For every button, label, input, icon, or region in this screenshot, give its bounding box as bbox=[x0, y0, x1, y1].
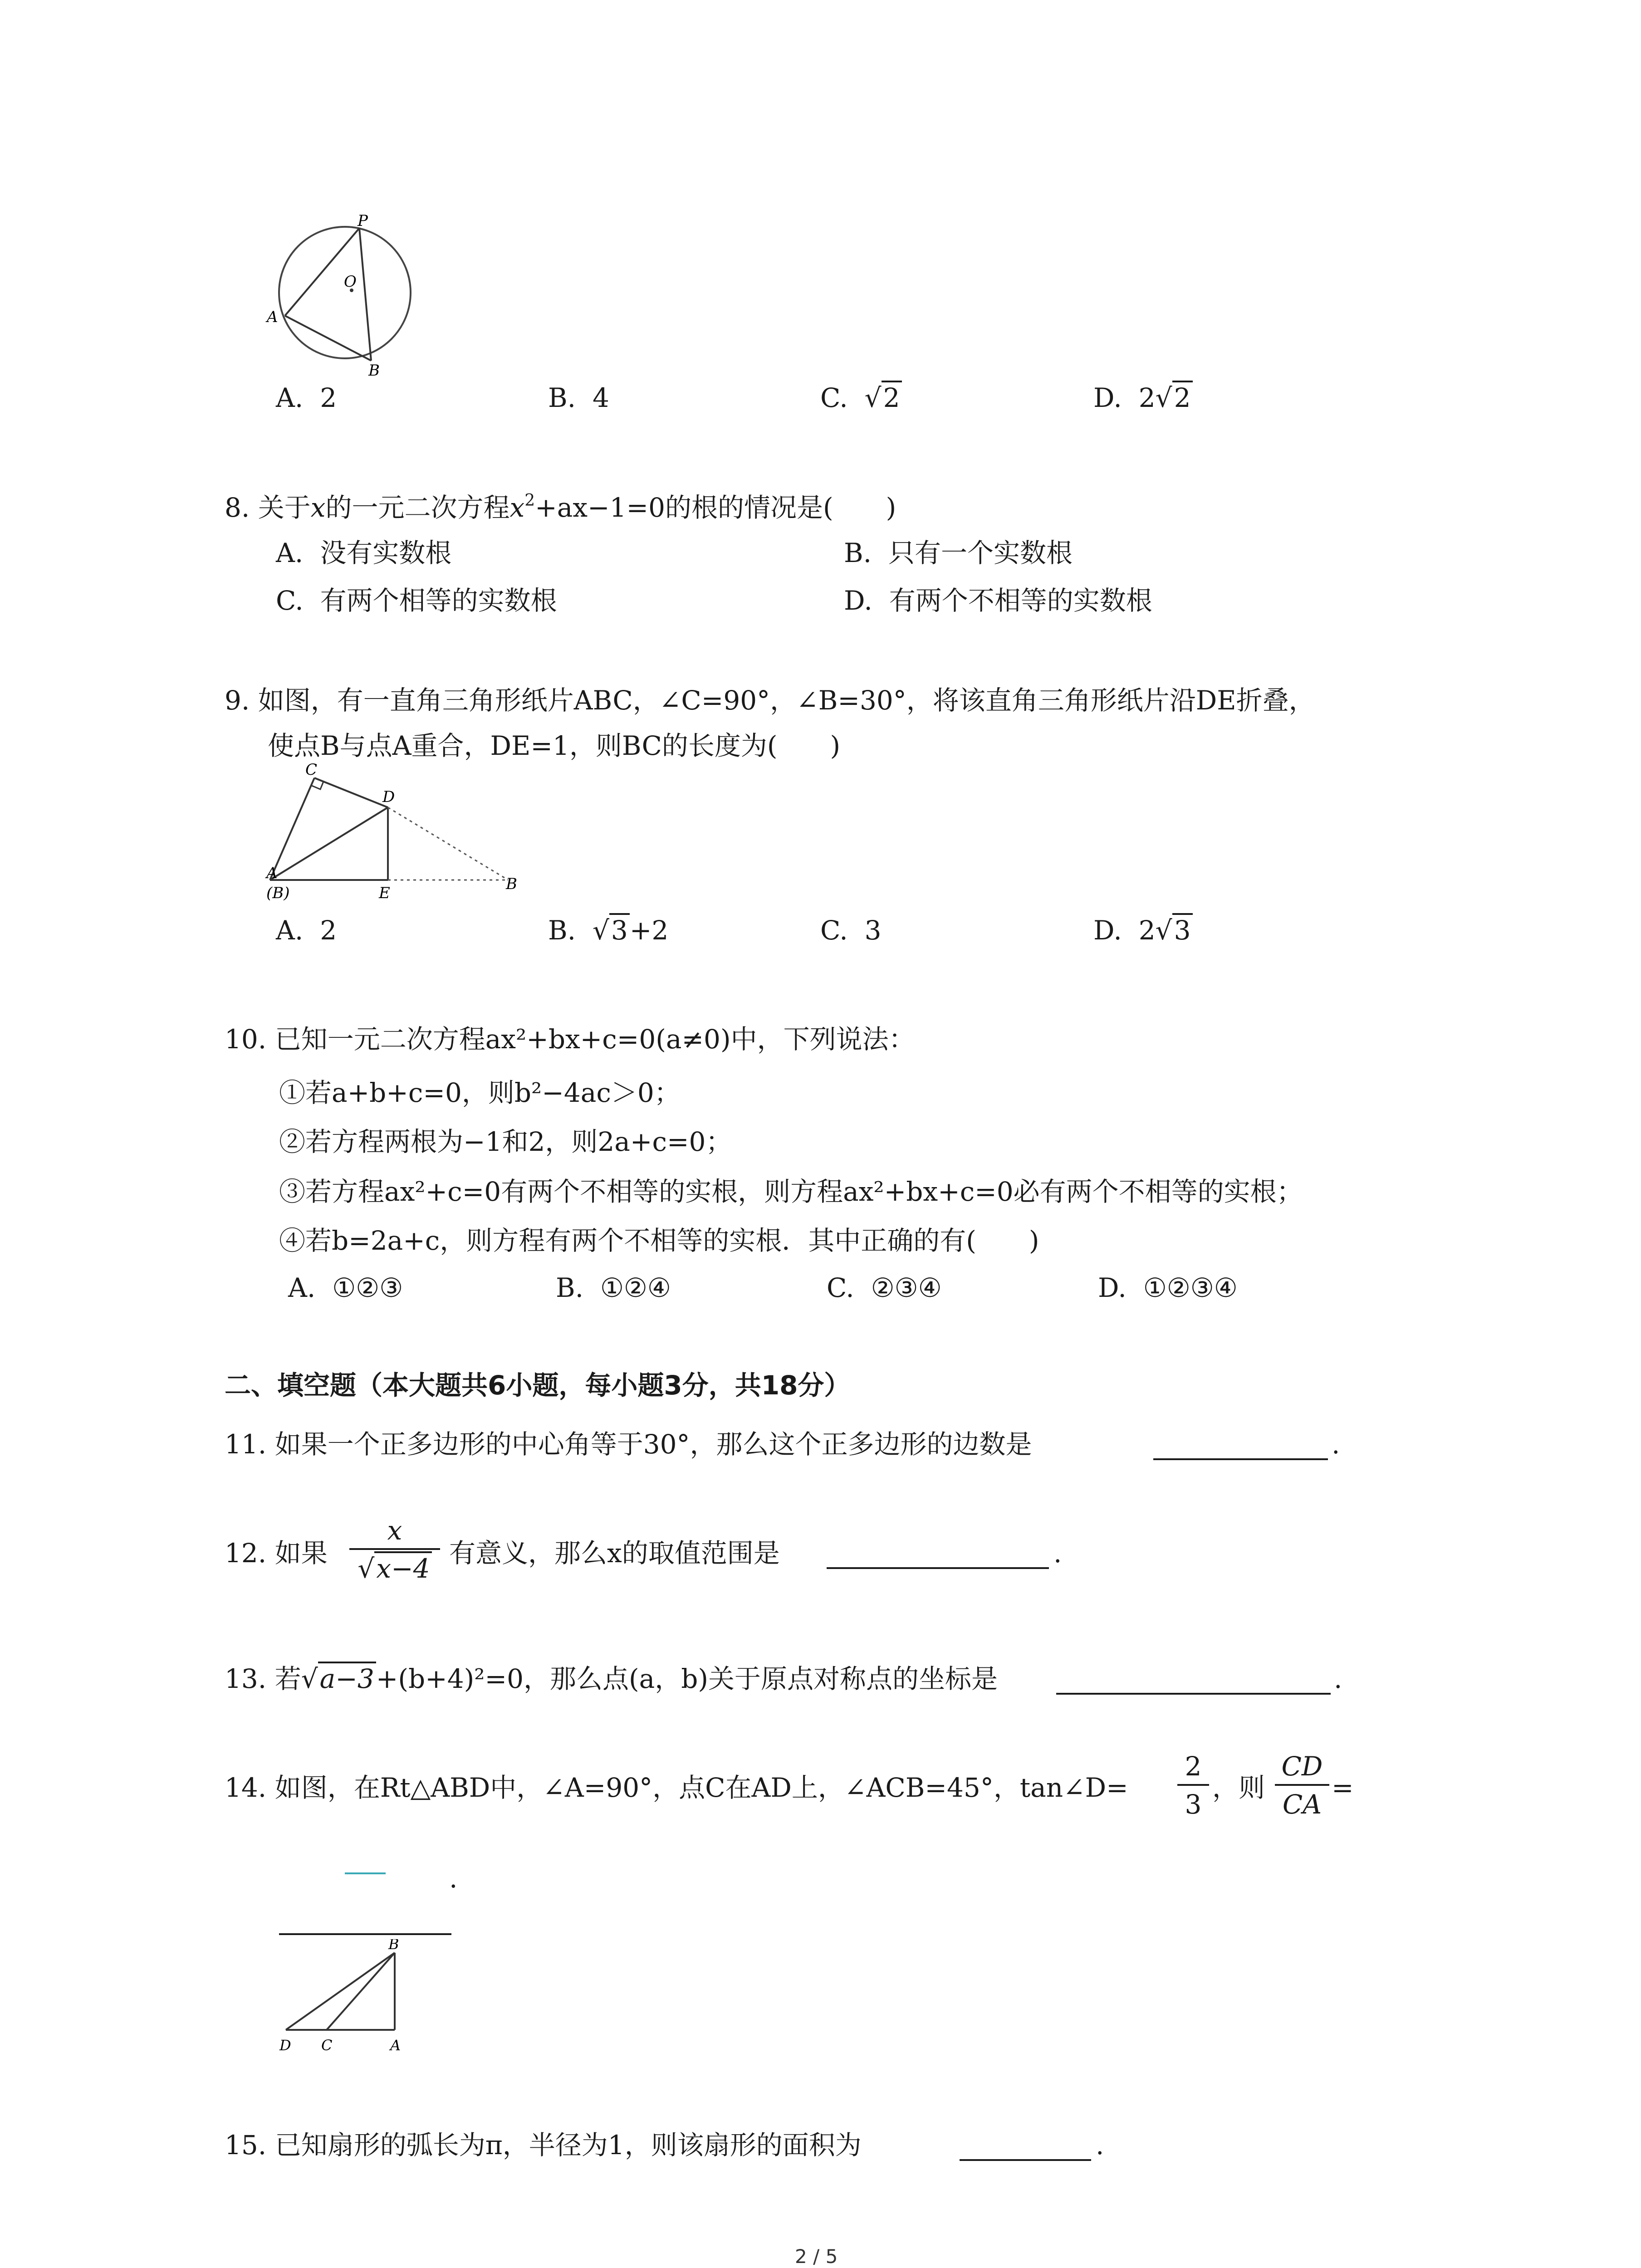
q15-stem: 15. 已知扇形的弧长为π，半径为1，则该扇形的面积为 bbox=[225, 2130, 862, 2160]
q14-label-b: B bbox=[388, 1939, 399, 1953]
q7-label-b: B bbox=[368, 362, 380, 376]
q7-option-c-letter: C. bbox=[820, 382, 848, 413]
q9-label-e: E bbox=[379, 884, 390, 902]
q9-triangle-figure bbox=[256, 762, 529, 907]
q8-option-b: B. 只有一个实数根 bbox=[844, 538, 1073, 568]
q11-end: . bbox=[1332, 1429, 1340, 1460]
q10-option-a: A. ①②③ bbox=[288, 1272, 403, 1303]
q10-statement-1: ①若a+b+c=0，则b²−4ac＞0； bbox=[279, 1077, 681, 1108]
q7-circle-figure bbox=[254, 213, 426, 376]
q9-stem-line2: 使点B与点A重合，DE=1，则BC的长度为( ) bbox=[268, 730, 841, 761]
q10-option-d: D. ①②③④ bbox=[1098, 1272, 1238, 1303]
q7-label-o: O bbox=[344, 273, 357, 291]
q9-label-a: A bbox=[266, 864, 278, 882]
q14-equals: = bbox=[1332, 1772, 1354, 1803]
q14-label-d: D bbox=[279, 2037, 291, 2054]
q7-option-d-sqrt: √2 bbox=[1156, 385, 1193, 411]
q7-option-b-text: 4 bbox=[592, 382, 609, 413]
q14-teal-mark bbox=[345, 1872, 386, 1874]
q9-label-c: C bbox=[305, 762, 318, 779]
q15-answer-blank[interactable] bbox=[960, 2159, 1091, 2161]
q9-option-a: A. 2 bbox=[276, 915, 337, 946]
q9-label-b: B bbox=[506, 875, 517, 893]
q15-end: . bbox=[1096, 2130, 1104, 2160]
q7-option-a-letter: A. bbox=[276, 382, 304, 413]
q14-end: . bbox=[449, 1863, 458, 1894]
q9-label-d: D bbox=[382, 788, 395, 806]
q10-statement-4: ④若b=2a+c，则方程有两个不相等的实根．其中正确的有( ) bbox=[279, 1225, 1039, 1256]
q9-option-d: D. 2√3 bbox=[1093, 917, 1193, 943]
q9-stem-line1: 9. 如图，有一直角三角形纸片ABC，∠C=90°，∠B=30°，将该直角三角形纸片沿DE折叠， bbox=[225, 685, 1315, 716]
q7-option-d-letter: D. bbox=[1093, 382, 1122, 413]
page-number: 2 / 5 bbox=[795, 2245, 838, 2268]
q12-answer-blank[interactable] bbox=[827, 1567, 1049, 1569]
q13-end: . bbox=[1334, 1663, 1342, 1694]
q10-statement-3: ③若方程ax²+c=0有两个不相等的实根，则方程ax²+bx+c=0必有两个不相等的实根； bbox=[279, 1176, 1303, 1207]
q14-answer-blank[interactable] bbox=[279, 1933, 451, 1935]
q12-pre: 12. 如果 bbox=[225, 1538, 328, 1569]
q14-label-c: C bbox=[321, 2037, 333, 2054]
q11-stem: 11. 如果一个正多边形的中心角等于30°，那么这个正多边形的边数是 bbox=[225, 1429, 1032, 1460]
q8-stem: 8. 关于x的一元二次方程$x^2+ax-1=0$的根的情况是( ) bbox=[225, 491, 896, 523]
q7-option-a-text: 2 bbox=[320, 382, 337, 413]
q8-option-a: A. 没有实数根 bbox=[276, 538, 452, 568]
q14-tan-fraction: $\frac{2}{3}$ bbox=[1177, 1753, 1209, 1818]
q12-fraction: $\frac{x}{√x-4}$ bbox=[349, 1517, 440, 1582]
q12-post: 有意义，那么x的取值范围是 bbox=[449, 1538, 780, 1569]
q7-option-b-letter: B. bbox=[548, 382, 576, 413]
q13-answer-blank[interactable] bbox=[1056, 1693, 1331, 1695]
q14-stem: 14. 如图，在Rt△ABD中，∠A=90°，点C在AD上，∠ACB=45°，tan∠D= bbox=[225, 1772, 1128, 1803]
q7-label-a: A bbox=[267, 308, 278, 326]
q9-label-a-b: (B) bbox=[266, 884, 290, 902]
q7-option-b bbox=[548, 382, 609, 413]
q14-label-a: A bbox=[390, 2037, 401, 2054]
q8-option-d: D. 有两个不相等的实数根 bbox=[844, 585, 1152, 616]
q14-then: ，则 bbox=[1212, 1772, 1265, 1803]
q7-option-a bbox=[276, 382, 337, 413]
q14-ratio-fraction: $\frac{CD}{CA}$ bbox=[1275, 1753, 1329, 1818]
section-2-title: 二、填空题（本大题共6小题，每小题3分，共18分） bbox=[225, 1370, 851, 1401]
q12-end: . bbox=[1053, 1538, 1062, 1569]
q7-label-p: P bbox=[358, 213, 368, 230]
q7-option-c bbox=[820, 382, 902, 413]
q8-option-c: C. 有两个相等的实数根 bbox=[276, 585, 557, 616]
q10-statement-2: ②若方程两根为−1和2，则2a+c=0； bbox=[279, 1126, 732, 1157]
q10-stem: 10. 已知一元二次方程ax²+bx+c=0(a≠0)中，下列说法： bbox=[225, 1024, 915, 1055]
q10-option-c: C. ②③④ bbox=[827, 1272, 942, 1303]
q10-option-b: B. ①②④ bbox=[556, 1272, 671, 1303]
q14-triangle-figure bbox=[272, 1939, 408, 2062]
q9-option-c: C. 3 bbox=[820, 915, 882, 946]
q11-answer-blank[interactable] bbox=[1153, 1458, 1328, 1460]
q7-option-c-sqrt: √2 bbox=[865, 385, 902, 411]
q13-stem: 13. 若√a−3+(b+4)²=0，那么点(a，b)关于原点对称点的坐标是 bbox=[225, 1666, 998, 1692]
q9-option-b: B. √3+2 bbox=[548, 917, 668, 943]
q7-option-d: D. 2√2 bbox=[1093, 385, 1193, 411]
